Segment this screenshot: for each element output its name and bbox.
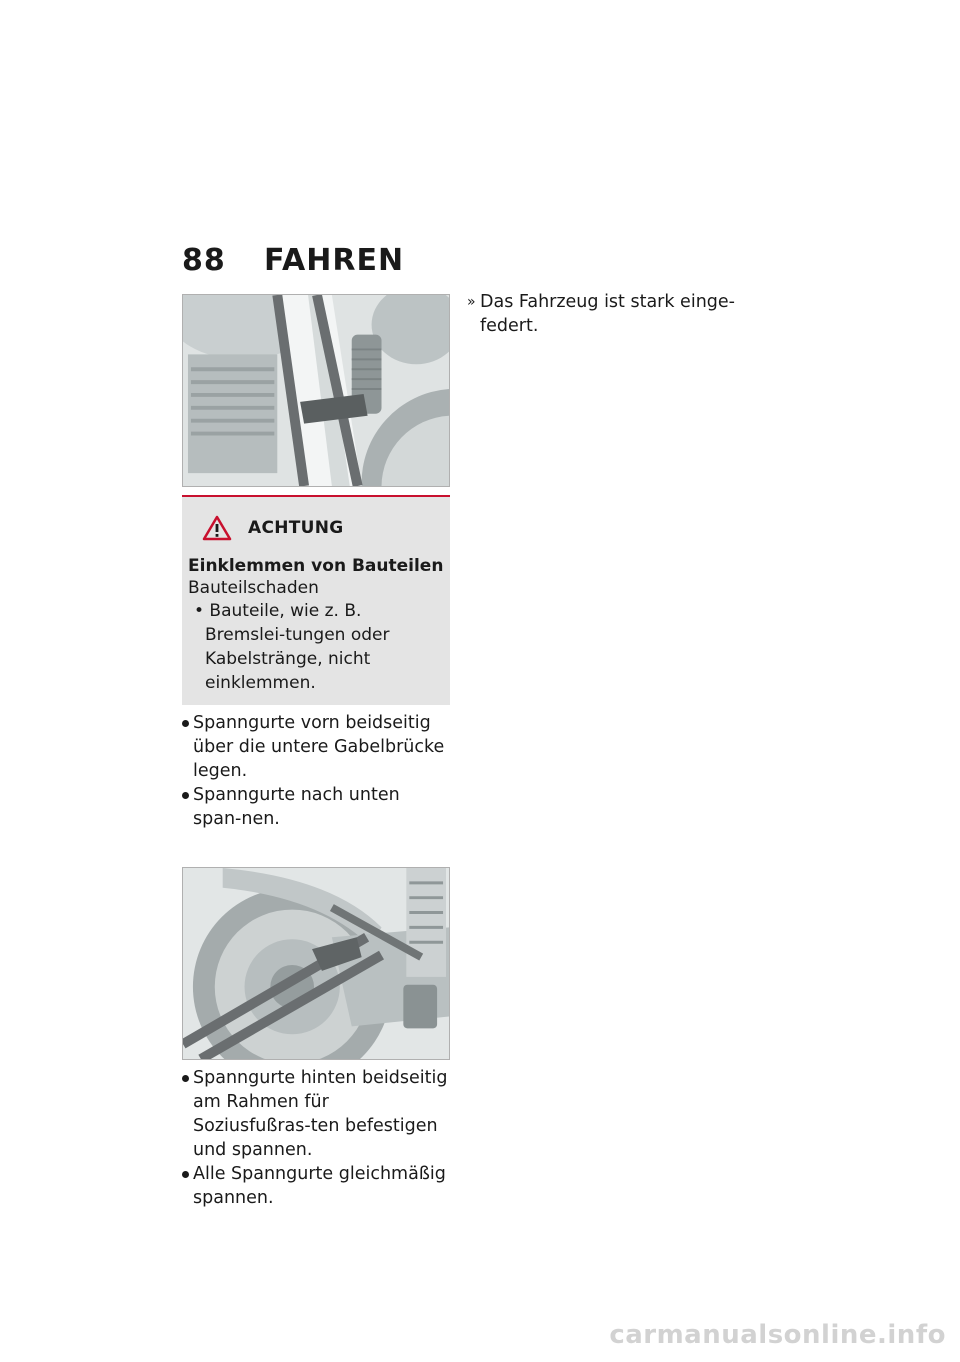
- warning-measure: • Bauteile, wie z. B. Bremslei-tungen oder Kabelstränge, nicht einklemmen.: [194, 601, 390, 693]
- fork-strap-illustration: [183, 295, 449, 486]
- rear-strap-steps: [182, 1066, 450, 1210]
- step-item: Spanngurte hinten beidseitig am Rahmen für Soziusfußras-ten befestigen und spannen.: [182, 1066, 450, 1162]
- warning-box: [182, 495, 450, 705]
- front-strap-steps: [182, 711, 450, 831]
- warning-header: [202, 515, 444, 541]
- result-item: [467, 290, 735, 338]
- warning-label: ACHTUNG: [248, 518, 344, 538]
- result-marker: »: [467, 294, 476, 310]
- watermark: carmanualsonline.info: [609, 1320, 946, 1350]
- step-item: Alle Spanngurte gleichmäßig spannen.: [182, 1162, 450, 1210]
- warning-triangle-icon: [202, 515, 232, 541]
- page-number: 88: [182, 242, 226, 278]
- step-item: Spanngurte vorn beidseitig über die untere Gabelbrücke legen.: [182, 711, 450, 783]
- rear-strap-illustration: [183, 868, 449, 1059]
- page-header: [182, 240, 404, 280]
- warning-consequence: Bauteilschaden: [188, 578, 319, 598]
- rear-strap-photo: [182, 867, 450, 1060]
- right-column: [467, 290, 735, 338]
- fork-strap-photo: [182, 294, 450, 487]
- section-title: FAHREN: [264, 242, 405, 278]
- warning-title: Einklemmen von Bauteilen: [188, 556, 444, 576]
- step-item: Spanngurte nach unten span-nen.: [182, 783, 450, 831]
- left-column: [182, 294, 450, 1210]
- result-text: Das Fahrzeug ist stark einge-federt.: [480, 292, 735, 336]
